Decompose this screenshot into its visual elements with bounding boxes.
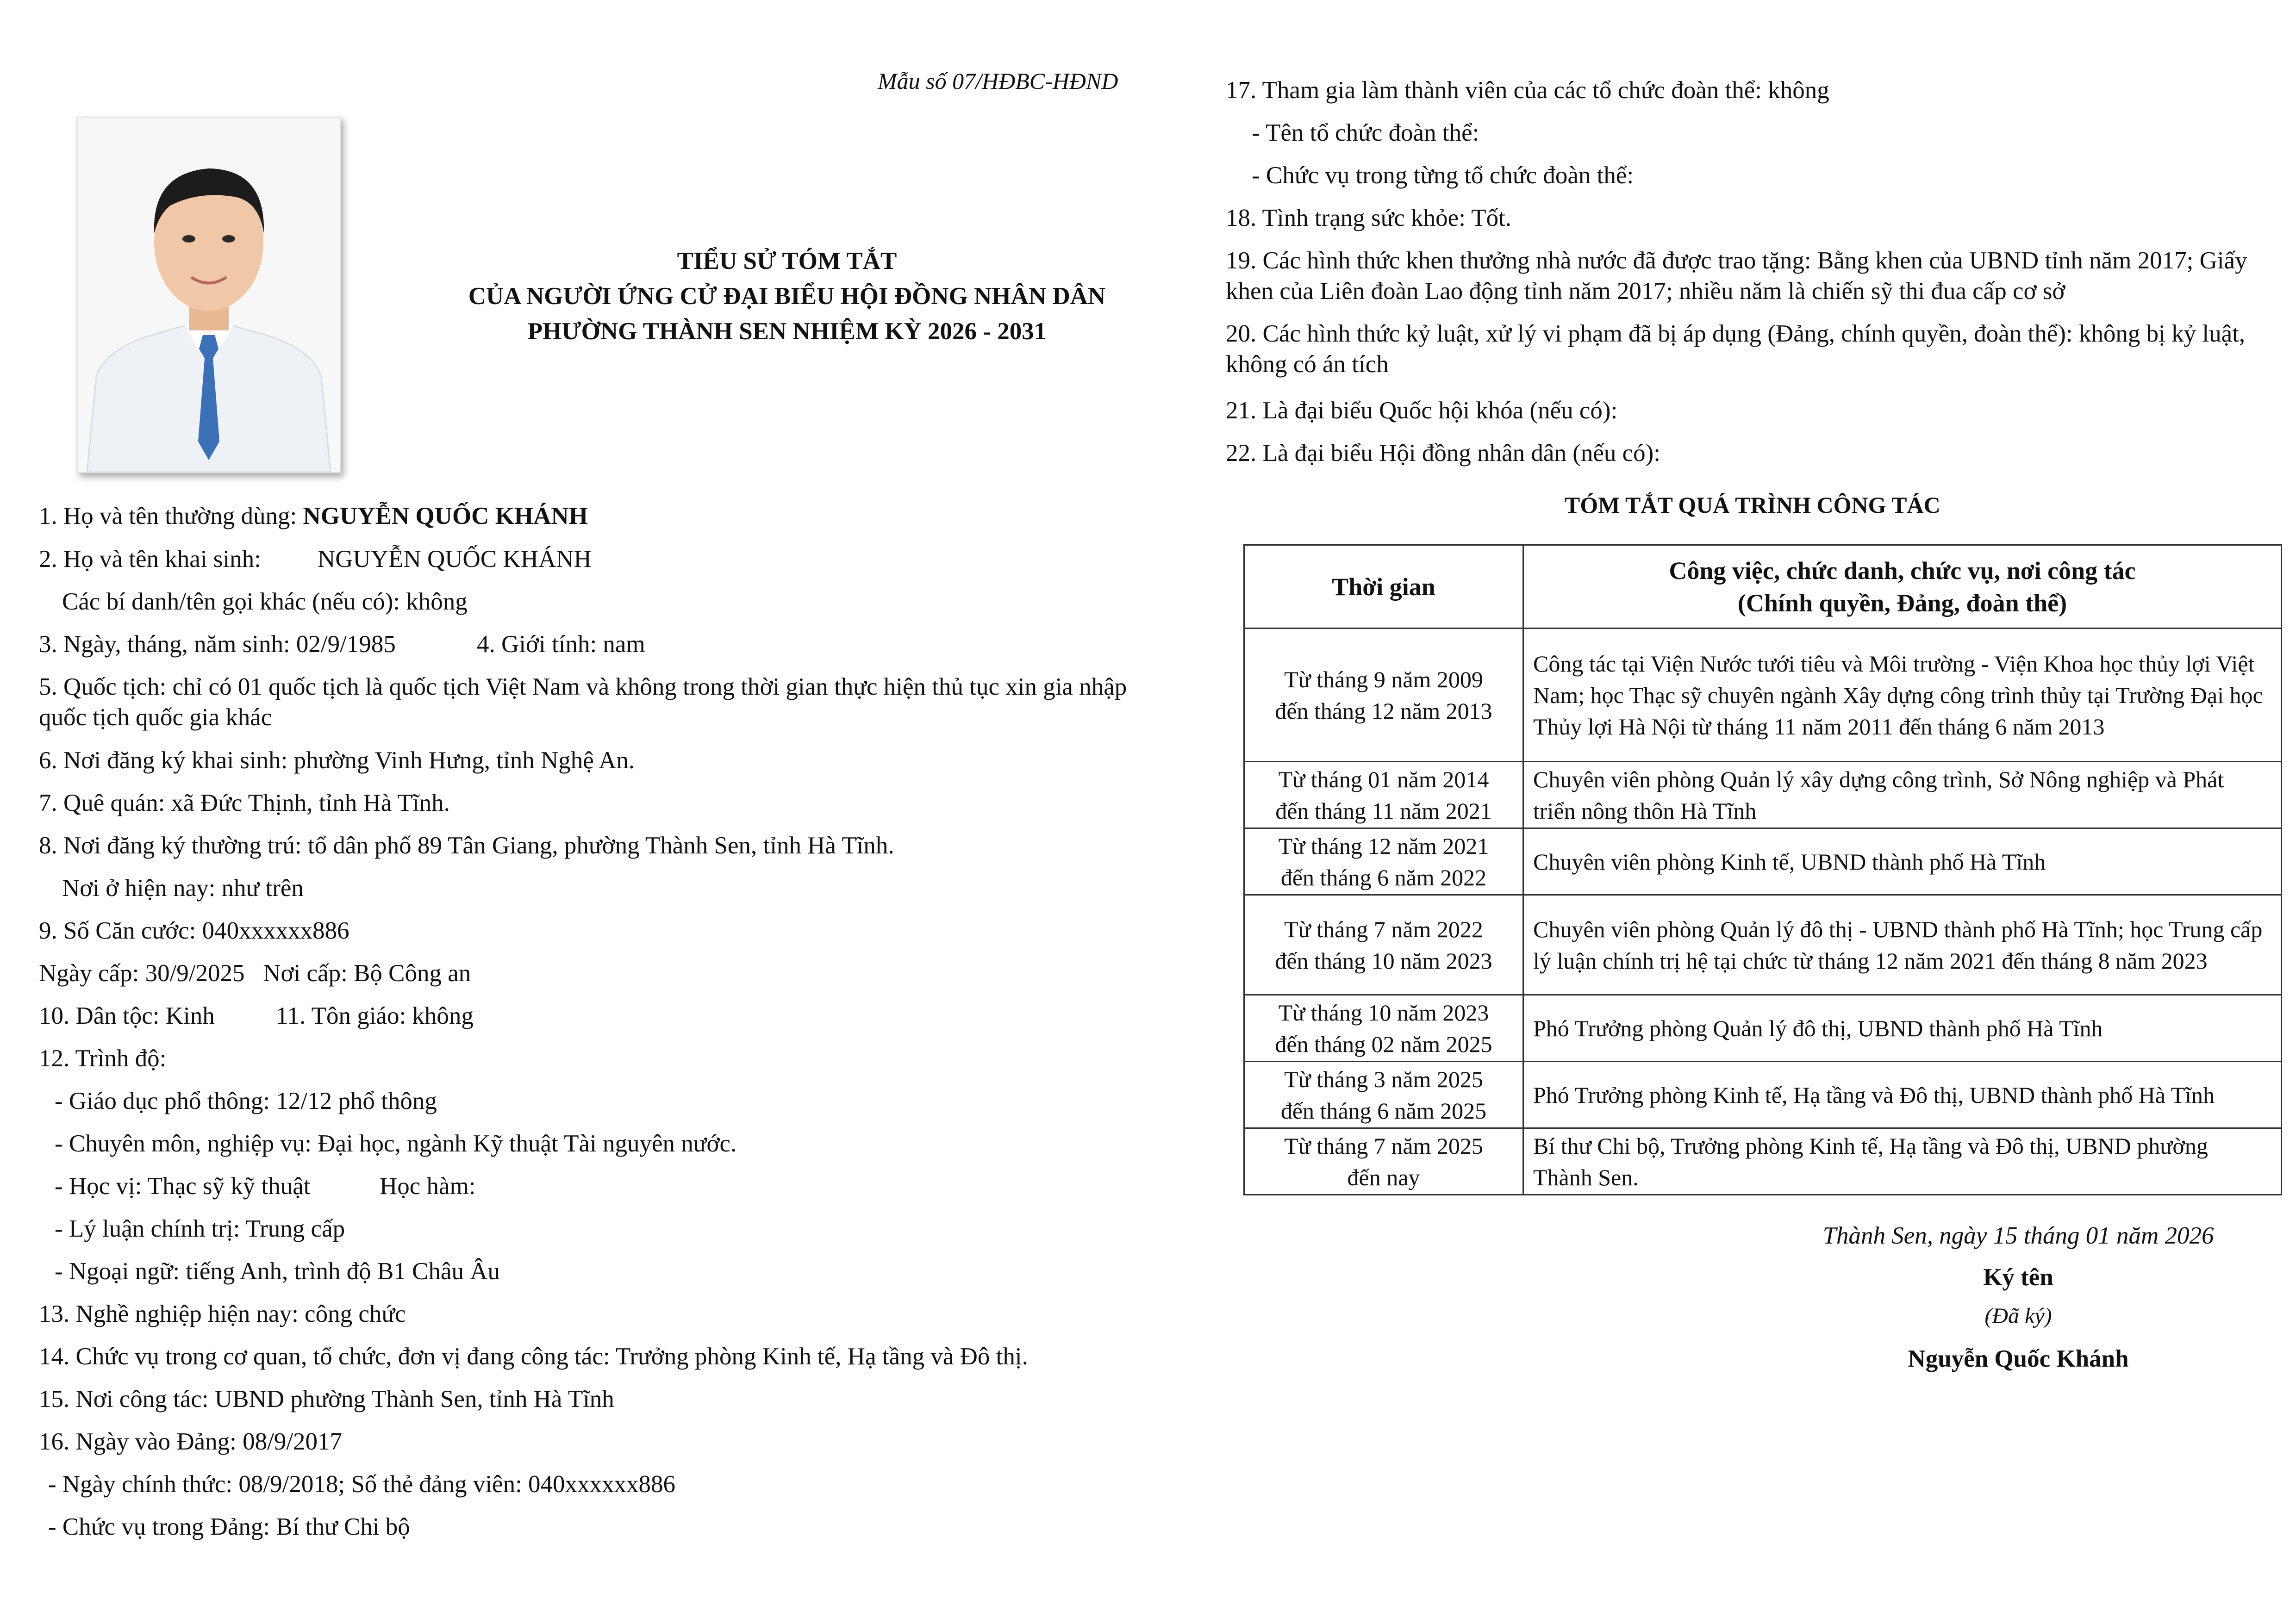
item-5: 5. Quốc tịch: chỉ có 01 quốc tịch là quốc tịch Việt Nam và không trong thời gian thực hiện thủ tục xin gia nhập quốc tịch quốc gia khác — [39, 673, 1127, 731]
header-job-line-1: Công việc, chức danh, chức vụ, nơi công tác — [1669, 556, 2136, 585]
table-row — [1244, 895, 2282, 995]
item-1-label: 1. Họ và tên thường dùng: — [39, 503, 303, 529]
item-11: 11. Tôn giáo: không — [276, 1002, 474, 1029]
item-8: 8. Nơi đăng ký thường trú: tổ dân phố 89 Tân Giang, phường Thành Sen, tỉnh Hà Tĩnh. — [39, 832, 894, 859]
portrait-illustration — [78, 118, 340, 472]
table-row — [1244, 1062, 2282, 1128]
item-6: 6. Nơi đăng ký khai sinh: phường Vinh Hưng, tỉnh Nghệ An. — [39, 747, 635, 774]
item-16a: - Ngày chính thức: 08/9/2018; Số thẻ đảng viên: 040xxxxxx886 — [48, 1471, 676, 1498]
item-12c-academic-rank: Học hàm: — [380, 1173, 476, 1200]
item-12a: - Giáo dục phổ thông: 12/12 phổ thông — [55, 1088, 437, 1114]
row-time-from: Từ tháng 10 năm 2023 — [1278, 999, 1489, 1026]
item-10: 10. Dân tộc: Kinh — [39, 1002, 215, 1029]
row-job: Chuyên viên phòng Kinh tế, UBND thành phố Hà Tĩnh — [1523, 828, 2282, 895]
title-line-2: CỦA NGƯỜI ỨNG CỬ ĐẠI BIỂU HỘI ĐỒNG NHÂN DÂN — [468, 283, 1106, 310]
item-7: 7. Quê quán: xã Đức Thịnh, tỉnh Hà Tĩnh. — [39, 790, 450, 816]
row-time-to: đến nay — [1347, 1164, 1420, 1190]
signer-name: Nguyễn Quốc Khánh — [1908, 1345, 2129, 1372]
item-17a: - Tên tổ chức đoàn thể: — [1252, 119, 1479, 146]
header-job-line-2: (Chính quyền, Đảng, đoàn thể) — [1737, 589, 2067, 617]
item-18: 18. Tình trạng sức khỏe: Tốt. — [1226, 205, 1512, 231]
item-2-aliases: Các bí danh/tên gọi khác (nếu có): không — [62, 588, 468, 615]
item-2-label: 2. Họ và tên khai sinh: — [39, 546, 261, 572]
row-job: Công tác tại Viện Nước tưới tiêu và Môi trường - Viện Khoa học thủy lợi Việt Nam; học Thạc sỹ chuyên ngành Xây dựng công trình thủy tại Trường Đại học Thủy lợi Hà Nội từ tháng 11 năm 2011 đến tháng 6 năm 2013 — [1523, 628, 2282, 762]
item-12: 12. Trình độ: — [39, 1045, 167, 1072]
row-time-to: đến tháng 11 năm 2021 — [1275, 797, 1492, 824]
item-9: 9. Số Căn cước: 040xxxxxx886 — [39, 917, 349, 944]
row-time-to: đến tháng 6 năm 2022 — [1280, 864, 1487, 890]
row-time — [1244, 1062, 1523, 1128]
row-time-from: Từ tháng 7 năm 2022 — [1284, 916, 1483, 942]
item-15: 15. Nơi công tác: UBND phường Thành Sen, tỉnh Hà Tĩnh — [39, 1386, 614, 1412]
row-time — [1244, 1128, 1523, 1195]
item-1-value: NGUYỄN QUỐC KHÁNH — [303, 503, 588, 529]
item-3: 3. Ngày, tháng, năm sinh: 02/9/1985 — [39, 631, 396, 658]
item-21: 21. Là đại biểu Quốc hội khóa (nếu có): — [1226, 397, 1618, 424]
row-time-from: Từ tháng 01 năm 2014 — [1278, 766, 1489, 792]
portrait-photo — [77, 117, 341, 473]
form-number: Mẫu số 07/HĐBC-HĐND — [878, 68, 1118, 94]
sign-label: Ký tên — [1983, 1264, 2053, 1291]
title-line-1: TIỂU SỬ TÓM TẮT — [677, 248, 897, 274]
item-8-current: Nơi ở hiện nay: như trên — [62, 875, 304, 902]
career-table-header — [1244, 545, 2282, 628]
item-17: 17. Tham gia làm thành viên của các tổ chức đoàn thể: không — [1226, 77, 1829, 104]
career-table-title: TÓM TẮT QUÁ TRÌNH CÔNG TÁC — [1565, 492, 1940, 518]
row-job: Chuyên viên phòng Quản lý xây dựng công trình, Sở Nông nghiệp và Phát triển nông thôn Hà Tĩnh — [1523, 762, 2282, 828]
row-job: Phó Trưởng phòng Kinh tế, Hạ tầng và Đô thị, UBND thành phố Hà Tĩnh — [1523, 1062, 2282, 1128]
career-table — [1243, 544, 2282, 1195]
item-16: 16. Ngày vào Đảng: 08/9/2017 — [39, 1428, 343, 1455]
item-12e: - Ngoại ngữ: tiếng Anh, trình độ B1 Châu Âu — [55, 1258, 500, 1285]
item-14: 14. Chức vụ trong cơ quan, tổ chức, đơn vị đang công tác: Trưởng phòng Kinh tế, Hạ tầng và Đô thị. — [39, 1343, 1028, 1370]
title-line-3: PHƯỜNG THÀNH SEN NHIỆM KỲ 2026 - 2031 — [527, 318, 1047, 345]
item-13: 13. Nghề nghiệp hiện nay: công chức — [39, 1300, 406, 1327]
row-time-to: đến tháng 02 năm 2025 — [1275, 1031, 1492, 1057]
header-time: Thời gian — [1244, 545, 1523, 628]
item-12c: - Học vị: Thạc sỹ kỹ thuật — [55, 1173, 311, 1200]
header-job — [1523, 545, 2282, 628]
item-22: 22. Là đại biểu Hội đồng nhân dân (nếu có): — [1226, 440, 1661, 467]
item-1 — [39, 501, 588, 531]
item-9-issue: Ngày cấp: 30/9/2025 Nơi cấp: Bộ Công an — [39, 960, 471, 987]
item-12d: - Lý luận chính trị: Trung cấp — [55, 1215, 345, 1242]
table-row — [1244, 1128, 2282, 1195]
table-row — [1244, 628, 2282, 762]
item-12b: - Chuyên môn, nghiệp vụ: Đại học, ngành Kỹ thuật Tài nguyên nước. — [55, 1130, 737, 1157]
place-date: Thành Sen, ngày 15 tháng 01 năm 2026 — [1822, 1222, 2214, 1249]
row-time-from: Từ tháng 7 năm 2025 — [1284, 1132, 1483, 1159]
row-time-from: Từ tháng 3 năm 2025 — [1284, 1066, 1483, 1092]
row-time-to: đến tháng 6 năm 2025 — [1280, 1097, 1487, 1124]
table-row — [1244, 828, 2282, 895]
row-time — [1244, 762, 1523, 828]
item-16b: - Chức vụ trong Đảng: Bí thư Chi bộ — [48, 1513, 410, 1540]
signed-note: (Đã ký) — [1984, 1304, 2052, 1328]
item-17b: - Chức vụ trong từng tổ chức đoàn thể: — [1252, 162, 1634, 189]
item-20: 20. Các hình thức kỷ luật, xử lý vi phạm đã bị áp dụng (Đảng, chính quyền, đoàn thể): không bị kỷ luật, không có án tích — [1226, 320, 2246, 378]
row-job: Chuyên viên phòng Quản lý đô thị - UBND thành phố Hà Tĩnh; học Trung cấp lý luận chính trị hệ tại chức từ tháng 12 năm 2021 đến tháng 8 năm 2023 — [1523, 895, 2282, 995]
item-2-value: NGUYỄN QUỐC KHÁNH — [318, 546, 592, 572]
row-time — [1244, 895, 1523, 995]
row-job: Phó Trưởng phòng Quản lý đô thị, UBND thành phố Hà Tĩnh — [1523, 995, 2282, 1062]
item-4: 4. Giới tính: nam — [477, 631, 645, 658]
row-time-from: Từ tháng 9 năm 2009 — [1284, 666, 1483, 692]
table-row — [1244, 762, 2282, 828]
row-time-from: Từ tháng 12 năm 2021 — [1278, 833, 1489, 859]
item-19: 19. Các hình thức khen thưởng nhà nước đã được trao tặng: Bằng khen của UBND tỉnh năm 2017; Giấy khen của Liên đoàn Lao động tỉnh năm 2017; nhiều năm là chiến sỹ thi đua cấp cơ sở — [1226, 247, 2247, 305]
row-time-to: đến tháng 10 năm 2023 — [1275, 947, 1492, 974]
row-time — [1244, 628, 1523, 762]
row-job: Bí thư Chi bộ, Trưởng phòng Kinh tế, Hạ tầng và Đô thị, UBND phường Thành Sen. — [1523, 1128, 2282, 1195]
row-time-to: đến tháng 12 năm 2013 — [1275, 697, 1492, 724]
row-time — [1244, 995, 1523, 1062]
row-time — [1244, 828, 1523, 895]
table-row — [1244, 995, 2282, 1062]
